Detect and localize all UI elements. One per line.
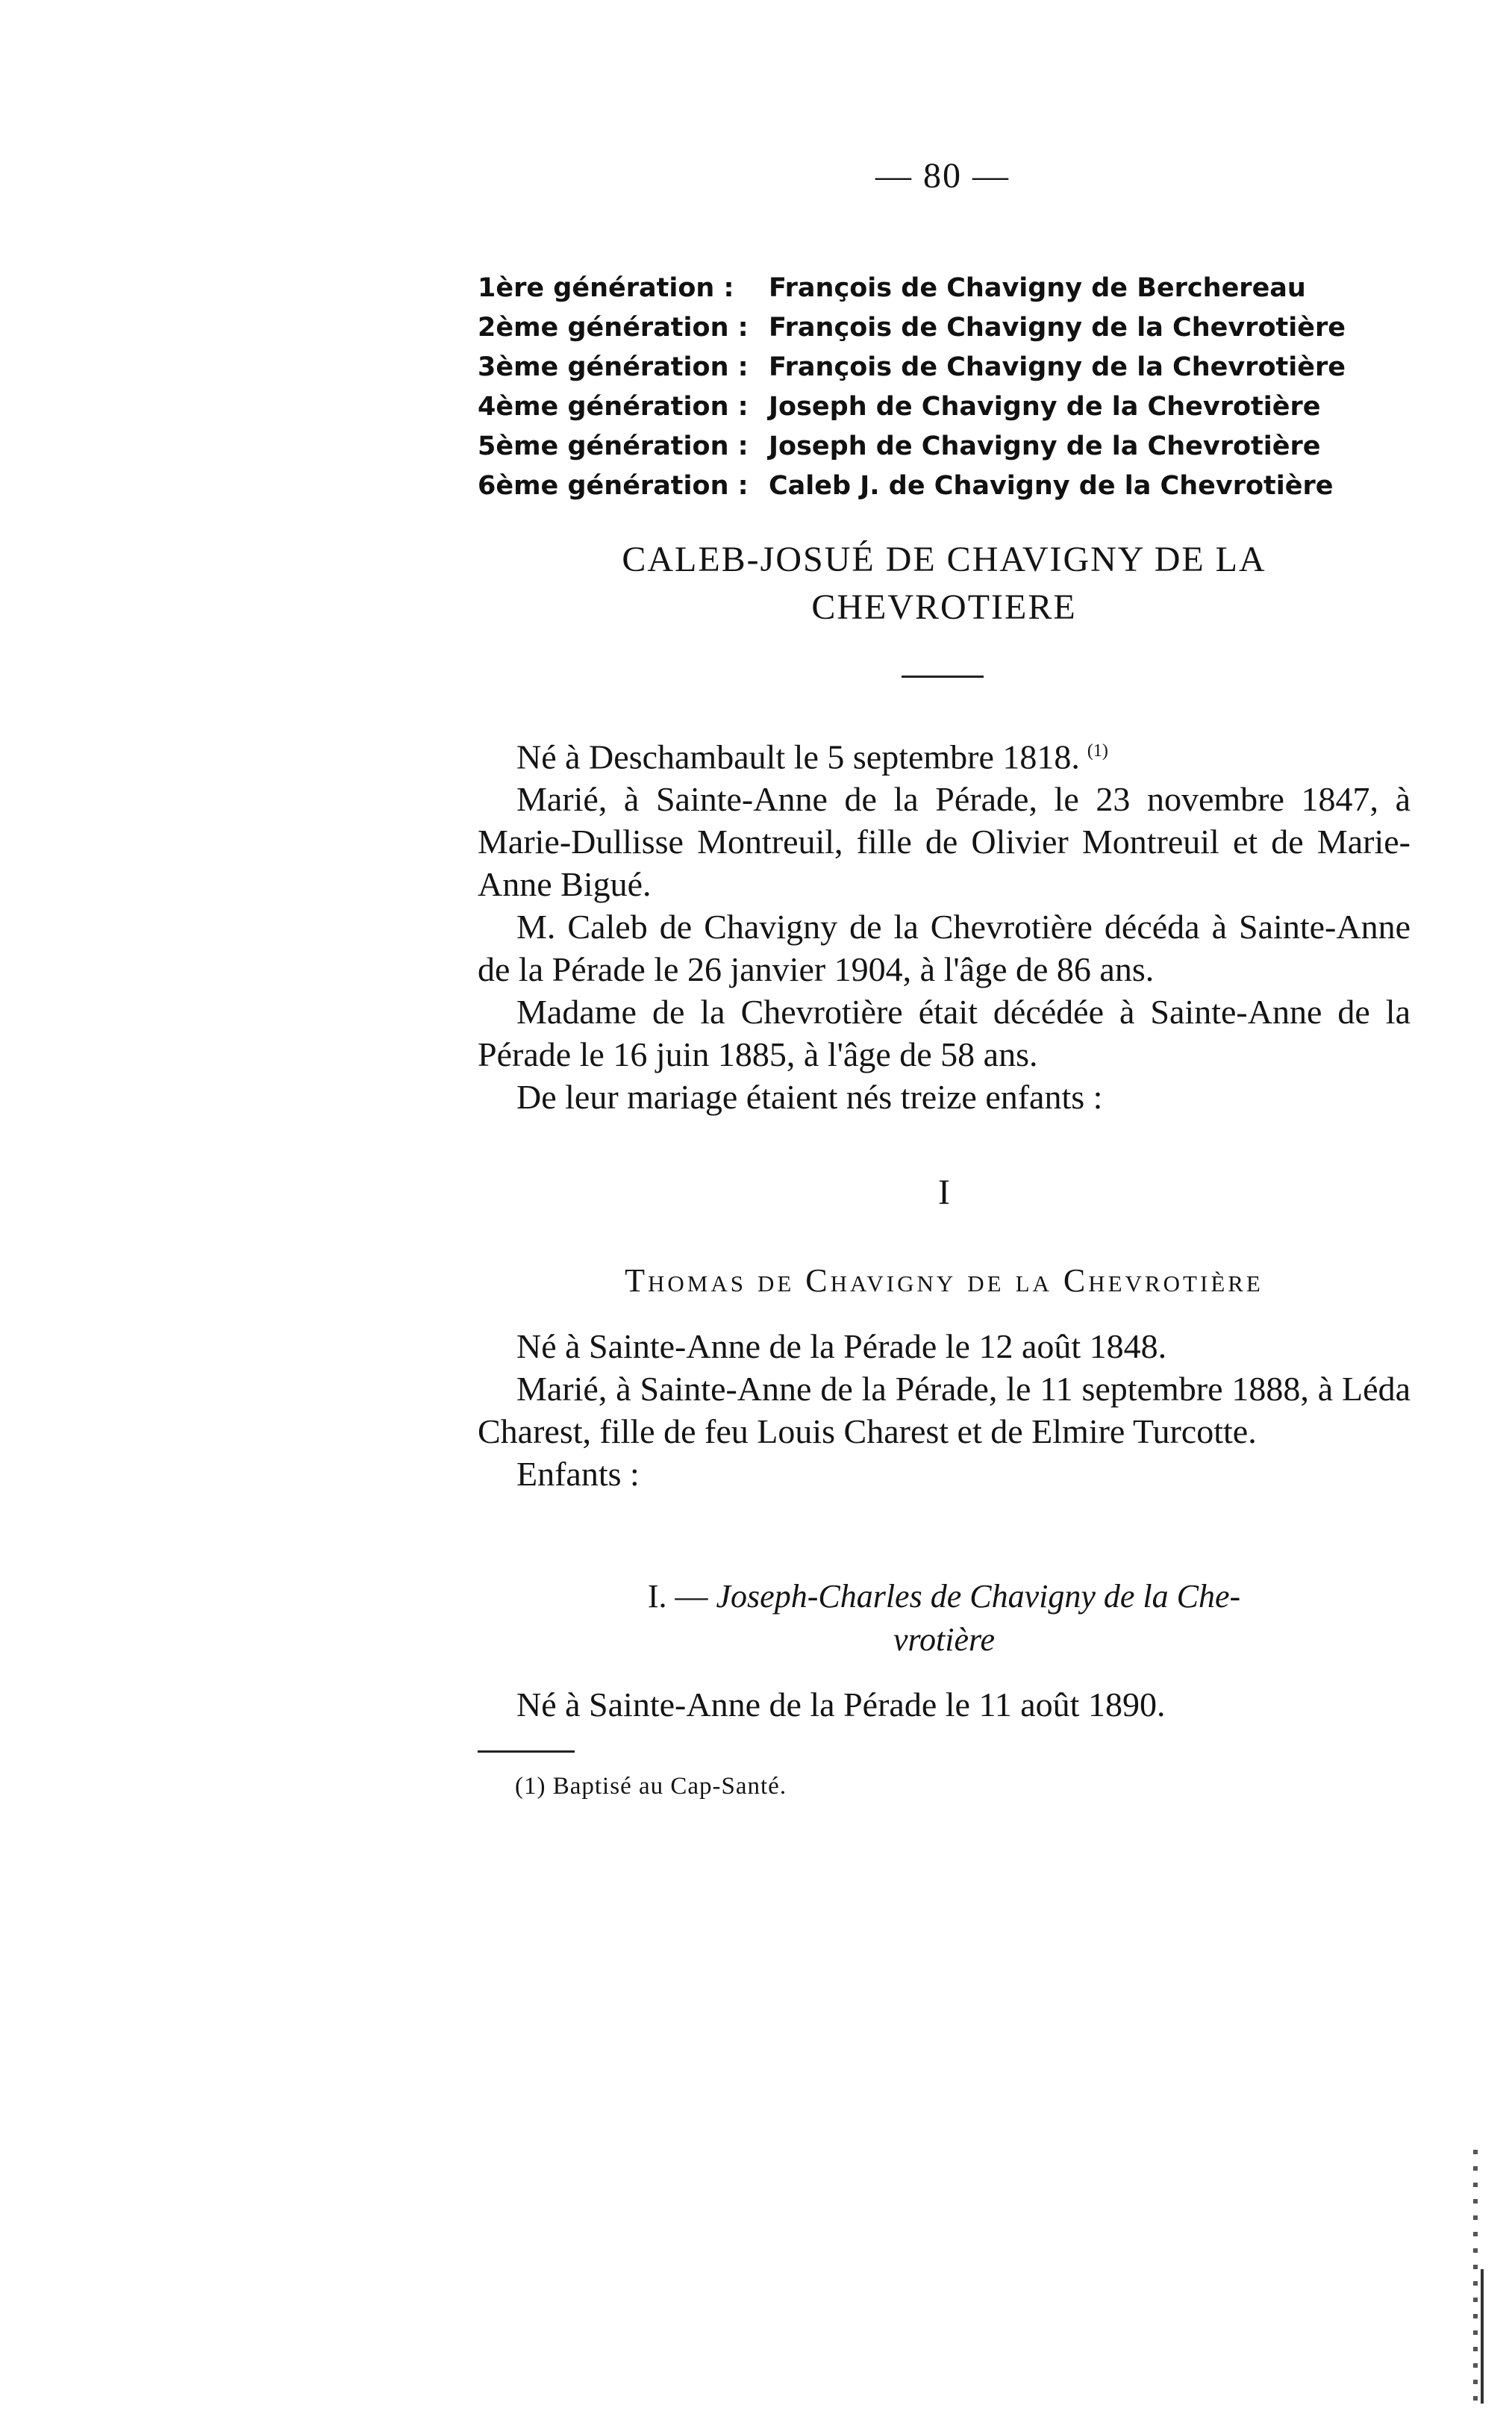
generation-name: François de Chavigny de la Chevrotière	[769, 352, 1346, 382]
child-name-continued: vrotière	[893, 1621, 996, 1658]
biography-wife-died: Madame de la Chevrotière était décédée à Sainte-Anne de la Pérade le 16 juin 1885, à l'âge de 58 ans.	[478, 993, 1411, 1074]
main-title	[478, 536, 1411, 631]
footnote: (1) Baptisé au Cap-Santé.	[515, 1773, 787, 1800]
biography-children-intro: De leur mariage étaient nés treize enfants :	[516, 1078, 1103, 1117]
generation-name: Joseph de Chavigny de la Chevrotière	[769, 431, 1321, 461]
main-title-line: CHEVROTIERE	[811, 587, 1077, 627]
generation-row	[478, 308, 1346, 348]
section-numeral: I	[938, 1173, 950, 1212]
scan-margin-line	[1481, 2269, 1484, 2404]
title-divider	[902, 676, 984, 678]
generation-label: 6ème génération :	[478, 471, 749, 501]
biography-died: M. Caleb de Chavigny de la Chevrotière décéda à Sainte-Anne de la Pérade le 26 janvier 1904, à l'âge de 86 ans.	[478, 908, 1411, 989]
generation-name: François de Chavigny de la Chevrotière	[769, 313, 1346, 343]
generation-row	[478, 387, 1346, 427]
biography-born	[478, 730, 1411, 778]
child-heading	[478, 1575, 1411, 1618]
child-name: Joseph-Charles de Chavigny de la Che-	[716, 1578, 1241, 1615]
generation-label: 2ème génération :	[478, 313, 749, 343]
thomas-born: Né à Sainte-Anne de la Pérade le 12 août 1848.	[516, 1327, 1167, 1365]
generation-name: Caleb J. de Chavigny de la Chevrotière	[769, 471, 1334, 501]
generation-name: François de Chavigny de Berchereau	[769, 273, 1306, 303]
thomas-children-label: Enfants :	[516, 1455, 640, 1493]
generation-row	[478, 348, 1346, 387]
biography-text	[478, 730, 1411, 1118]
page-number: — 80 —	[875, 156, 1010, 196]
born-text: Né à Deschambault le 5 septembre 1818.	[516, 737, 1080, 776]
generation-row	[478, 269, 1346, 308]
scan-margin-artifact	[1473, 2150, 1478, 2404]
main-title-line: CALEB-JOSUÉ DE CHAVIGNY DE LA	[622, 540, 1266, 579]
generation-label: 4ème génération :	[478, 392, 749, 422]
generation-row	[478, 427, 1346, 467]
section-title: Thomas de Chavigny de la Chevrotière	[625, 1262, 1263, 1299]
generation-label: 5ème génération :	[478, 431, 749, 461]
thomas-married: Marié, à Sainte-Anne de la Pérade, le 11 septembre 1888, à Léda Charest, fille de feu Louis Charest et de Elmire Turcotte.	[478, 1370, 1411, 1450]
generation-name: Joseph de Chavigny de la Chevrotière	[769, 392, 1321, 422]
footnote-marker: (1)	[1087, 741, 1108, 761]
child-text	[478, 1683, 1411, 1726]
child-born: Né à Sainte-Anne de la Pérade le 11 août 1890.	[516, 1685, 1166, 1724]
generation-label: 1ère génération :	[478, 273, 734, 303]
child-entry	[478, 1575, 1411, 1662]
thomas-text	[478, 1325, 1411, 1495]
biography-married: Marié, à Sainte-Anne de la Pérade, le 23 novembre 1847, à Marie-Dullisse Montreuil, fille de Olivier Montreuil et de Marie-Anne Bigué.	[478, 780, 1411, 904]
child-number: I. —	[647, 1578, 708, 1615]
generation-row	[478, 467, 1346, 506]
generation-label: 3ème génération :	[478, 352, 749, 382]
generations-list	[478, 269, 1346, 506]
footnote-divider	[478, 1750, 575, 1753]
